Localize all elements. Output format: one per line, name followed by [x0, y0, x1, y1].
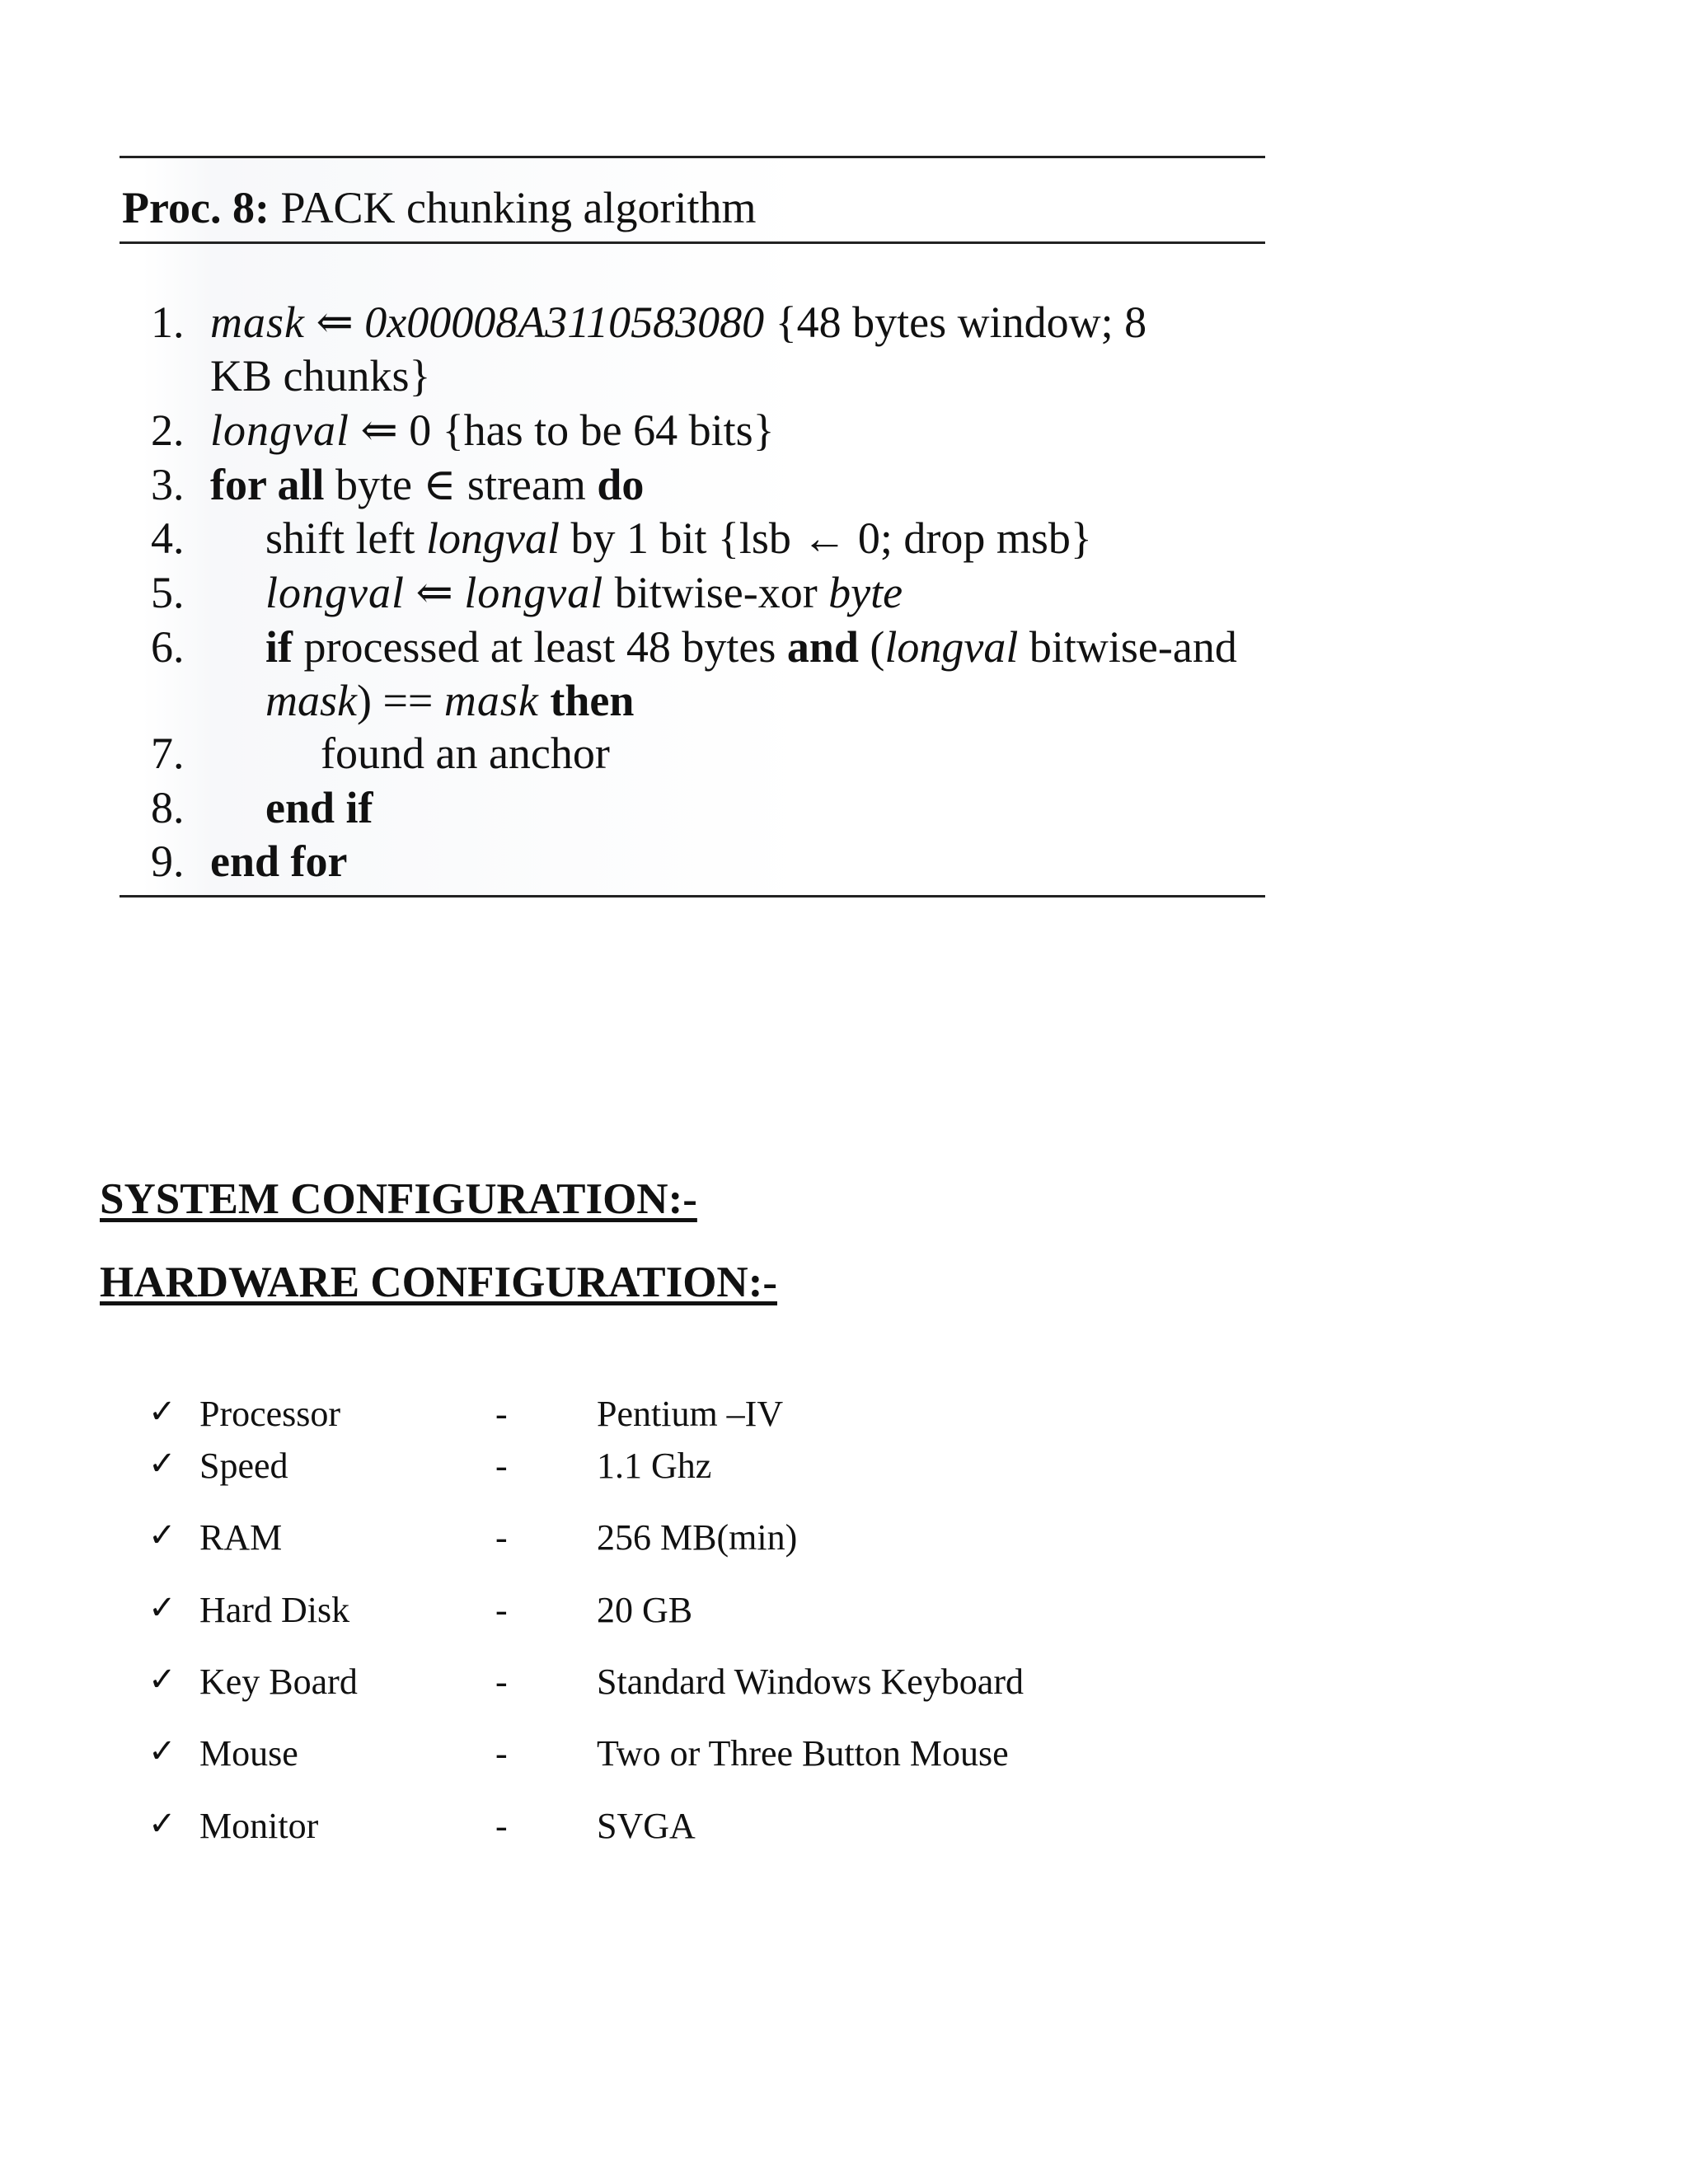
- algorithm-title-text: PACK chunking algorithm: [280, 183, 757, 232]
- var-longval: longval: [464, 568, 604, 617]
- spec-name: RAM: [199, 1517, 283, 1558]
- checkmark-icon: ✓: [148, 1661, 176, 1699]
- step-text: ⇐ 0 {has to be 64 bits}: [349, 405, 775, 455]
- list-item: [0, 1393, 1688, 1442]
- step-text: processed at least 48 bytes: [293, 622, 787, 672]
- spec-separator: -: [495, 1446, 508, 1486]
- step-number: 6.: [151, 622, 185, 672]
- step-number: 9.: [151, 837, 185, 886]
- keyword-then: then: [550, 676, 635, 725]
- list-item: [0, 1516, 1688, 1566]
- spec-separator: -: [495, 1806, 508, 1846]
- step-text: ⇐: [404, 568, 465, 617]
- var-mask: mask: [265, 676, 357, 725]
- checkmark-icon: ✓: [148, 1516, 176, 1554]
- spec-value: SVGA: [597, 1806, 696, 1846]
- spec-name: Processor: [199, 1394, 341, 1434]
- step-number: 5.: [151, 568, 185, 617]
- spec-name: Hard Disk: [199, 1590, 350, 1630]
- step-text: bitwise-xor: [603, 568, 829, 617]
- step-text: found an anchor: [321, 729, 610, 778]
- spec-name: Mouse: [199, 1733, 298, 1774]
- checkmark-icon: ✓: [148, 1445, 176, 1483]
- keyword-end-for: end for: [210, 837, 348, 886]
- step-text: ⇐: [304, 298, 365, 347]
- spec-value: Pentium –IV: [597, 1394, 784, 1434]
- step-text: bitwise-and: [1018, 622, 1237, 672]
- spec-value: Two or Three Button Mouse: [597, 1733, 1009, 1774]
- step-text: by 1 bit {lsb ← 0; drop msb}: [559, 513, 1092, 563]
- var-byte: byte: [828, 568, 903, 617]
- var-longval: longval: [210, 405, 349, 455]
- step-number: 8.: [151, 783, 185, 832]
- hardware-configuration-heading: HARDWARE CONFIGURATION:-: [100, 1258, 777, 1306]
- keyword-if: if: [265, 622, 293, 672]
- algorithm-title-label: Proc. 8:: [122, 183, 270, 232]
- mask-constant: 0x00008A3110583080: [364, 298, 765, 347]
- var-mask: mask: [443, 676, 539, 725]
- keyword-end-if: end if: [265, 783, 373, 832]
- step-text: ) ==: [356, 676, 444, 725]
- algorithm-figure: [120, 156, 1265, 898]
- var-longval: longval: [884, 622, 1019, 672]
- checkmark-icon: ✓: [148, 1589, 176, 1627]
- list-item: [0, 1661, 1688, 1710]
- algorithm-title: [122, 182, 756, 233]
- step-text: byte ∈ stream: [324, 460, 598, 509]
- list-item: [0, 1589, 1688, 1638]
- system-configuration-heading: SYSTEM CONFIGURATION:-: [100, 1175, 697, 1223]
- keyword-and: and: [786, 622, 859, 672]
- var-longval: longval: [425, 513, 560, 563]
- spec-value: 20 GB: [597, 1590, 693, 1630]
- spec-separator: -: [495, 1733, 508, 1774]
- spec-name: Speed: [199, 1446, 288, 1486]
- spec-value: 1.1 Ghz: [597, 1446, 712, 1486]
- step-comment: KB chunks}: [210, 351, 431, 401]
- checkmark-icon: ✓: [148, 1393, 176, 1431]
- spec-separator: -: [495, 1590, 508, 1630]
- bottom-rule: [120, 895, 1265, 898]
- step-number: 7.: [151, 729, 185, 778]
- spec-name: Key Board: [199, 1661, 358, 1702]
- step-number: 1.: [151, 298, 185, 347]
- step-text: (: [858, 622, 885, 672]
- top-rule: [120, 156, 1265, 158]
- spec-value: 256 MB(min): [597, 1517, 798, 1558]
- var-mask: mask: [210, 298, 305, 347]
- spec-separator: -: [495, 1517, 508, 1558]
- checkmark-icon: ✓: [148, 1732, 176, 1770]
- list-item: [0, 1805, 1688, 1854]
- step-number: 3.: [151, 460, 185, 509]
- list-item: [0, 1445, 1688, 1494]
- checkmark-icon: ✓: [148, 1805, 176, 1843]
- step-number: 2.: [151, 405, 185, 455]
- step-text: shift left: [265, 513, 426, 563]
- spec-value: Standard Windows Keyboard: [597, 1661, 1024, 1702]
- title-rule: [120, 241, 1265, 244]
- step-comment: {48 bytes window; 8: [764, 298, 1147, 347]
- var-longval: longval: [265, 568, 405, 617]
- list-item: [0, 1732, 1688, 1782]
- spec-name: Monitor: [199, 1806, 319, 1846]
- step-text: [539, 676, 551, 725]
- keyword-do: do: [597, 460, 645, 509]
- spec-separator: -: [495, 1394, 508, 1434]
- keyword-for-all: for all: [210, 460, 325, 509]
- spec-separator: -: [495, 1661, 508, 1702]
- step-number: 4.: [151, 513, 185, 563]
